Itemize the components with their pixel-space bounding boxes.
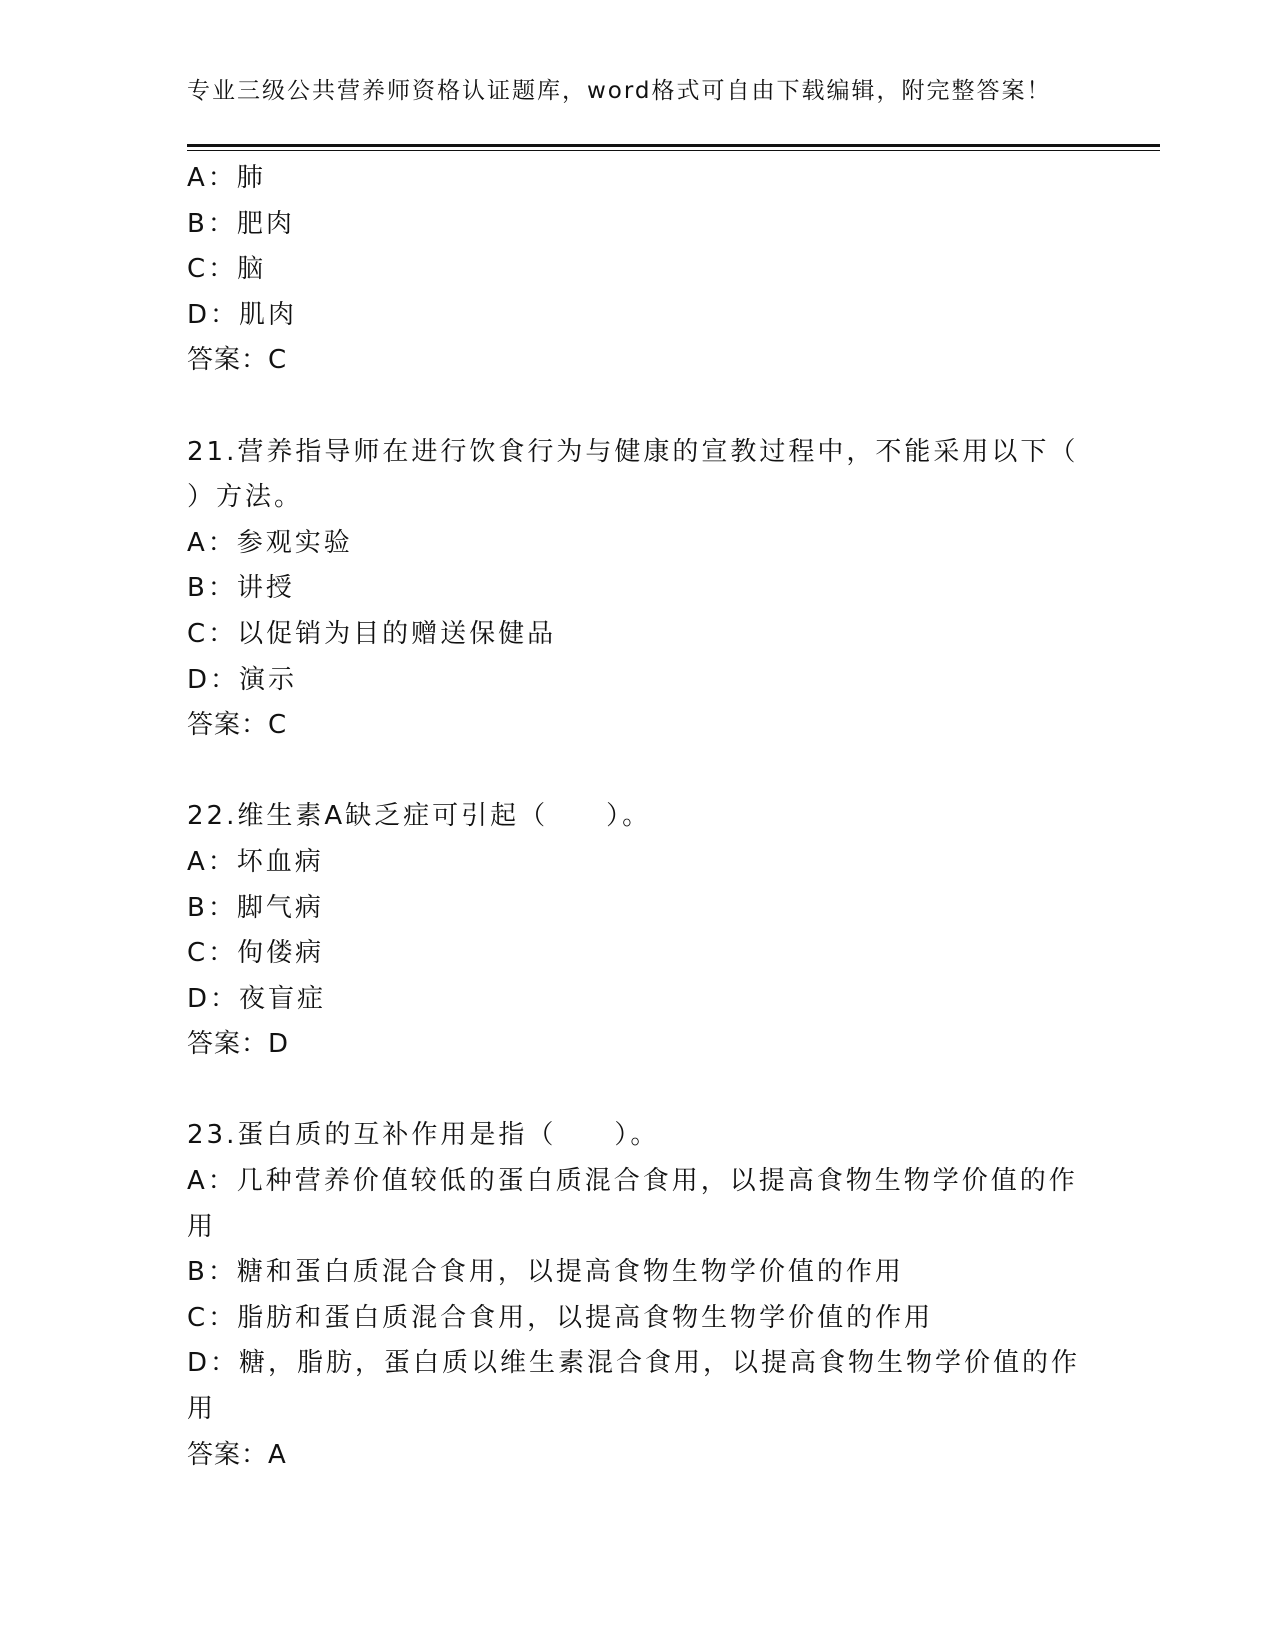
answer: 答案：C (187, 710, 288, 741)
header-rule-thin (187, 150, 1160, 151)
answer: 答案：A (187, 1439, 287, 1470)
option-b: B：脚气病 (187, 892, 324, 923)
answer: 答案：D (187, 1029, 290, 1060)
question-stem: 22.维生素A缺乏症可引起（ ）。 (187, 801, 652, 832)
spacer (187, 1068, 1087, 1114)
option-c: C：佝偻病 (187, 938, 325, 969)
question-22 (187, 794, 1087, 1068)
option-c: C：脑 (187, 254, 267, 285)
option-a: A：几种营养价值较低的蛋白质混合食用，以提高食物生物学价值的作 (187, 1166, 1078, 1197)
question-23 (187, 1113, 1087, 1478)
spacer (187, 384, 1087, 430)
question-21 (187, 430, 1087, 749)
answer: 答案：C (187, 345, 288, 376)
option-d-continued: 用 (187, 1394, 217, 1425)
option-d: D：夜盲症 (187, 983, 327, 1014)
question-20-options (187, 156, 1087, 384)
option-a-continued: 用 (187, 1211, 217, 1242)
question-stem: 21.营养指导师在进行饮食行为与健康的宣教过程中，不能采用以下（ (187, 436, 1079, 467)
page-header: 专业三级公共营养师资格认证题库，word格式可自由下载编辑，附完整答案！ (187, 78, 1052, 104)
question-stem-continued: ）方法。 (187, 482, 304, 513)
spacer (187, 749, 1087, 795)
option-b: B：讲授 (187, 573, 295, 604)
option-a: A：肺 (187, 163, 266, 193)
option-d: D：演示 (187, 664, 298, 695)
question-content (187, 156, 1087, 1478)
option-a: A：参观实验 (187, 527, 353, 558)
option-a: A：坏血病 (187, 846, 324, 877)
option-b: B：糖和蛋白质混合食用，以提高食物生物学价值的作用 (187, 1257, 904, 1288)
option-c: C：以促销为目的赠送保健品 (187, 618, 557, 649)
option-b: B：肥肉 (187, 208, 295, 239)
header-rule-thick (187, 144, 1160, 147)
option-d: D：糖，脂肪，蛋白质以维生素混合食用，以提高食物生物学价值的作 (187, 1348, 1081, 1379)
question-stem: 23.蛋白质的互补作用是指（ ）。 (187, 1120, 660, 1151)
option-d: D：肌肉 (187, 299, 298, 330)
option-c: C：脂肪和蛋白质混合食用，以提高食物生物学价值的作用 (187, 1302, 934, 1333)
